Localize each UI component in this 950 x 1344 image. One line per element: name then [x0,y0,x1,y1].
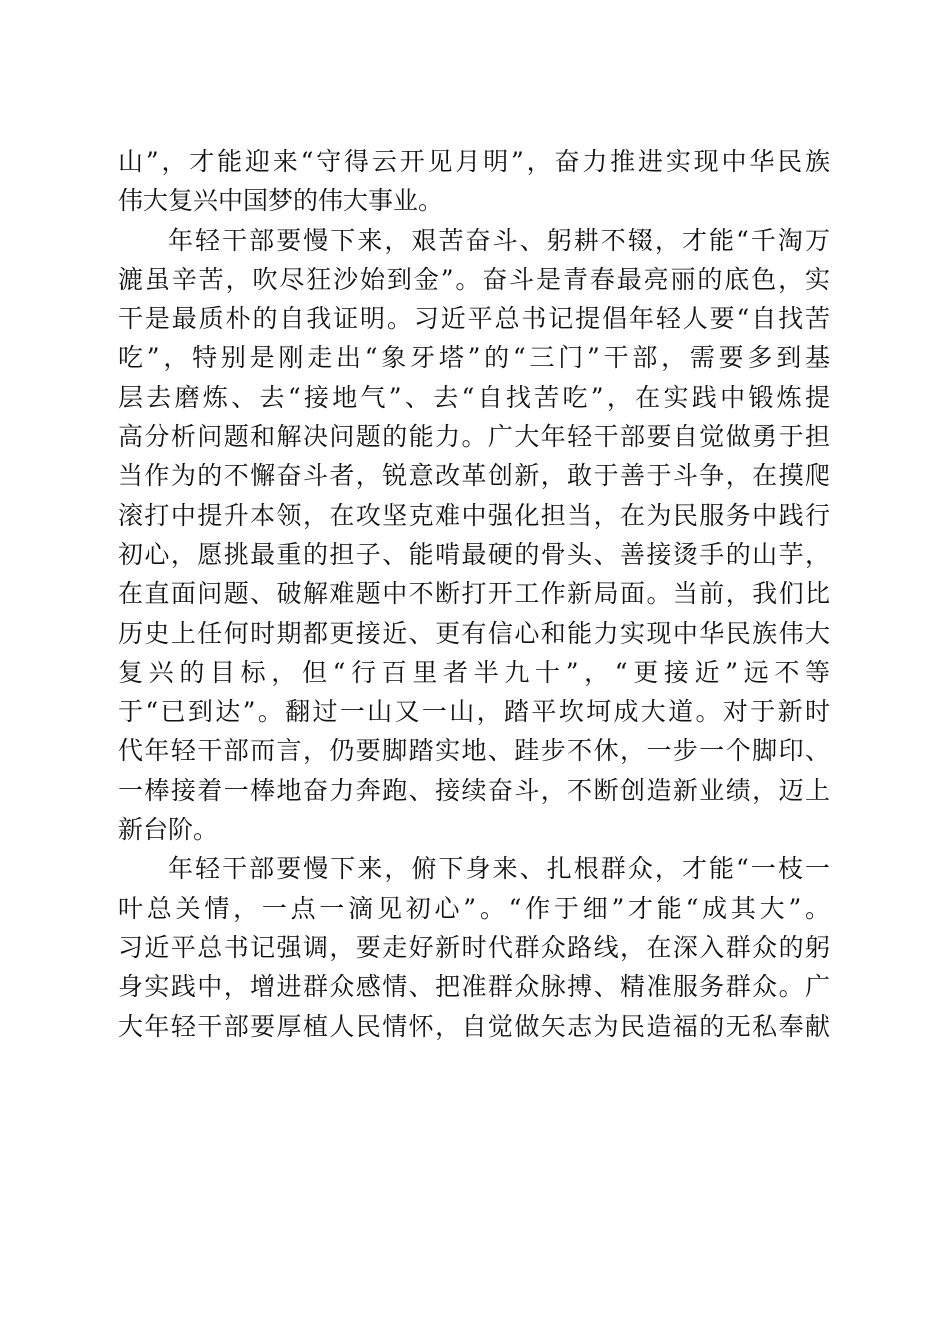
text-line: 复兴的目标，但“行百里者半九十”，“更接近”远不等 [118,657,830,687]
text-line: 高分析问题和解决问题的能力。广大年轻干部要自觉做勇于担 [118,422,830,452]
text-line: 在直面问题、破解难题中不断打开工作新局面。当前，我们比 [118,579,830,609]
paragraph-3 [118,849,830,1045]
text-line: 年轻干部要慢下来，俯下身来、扎根群众，才能“一枝一 [168,854,830,884]
text-line: 年轻干部要慢下来，艰苦奋斗、躬耕不辍，才能“千淘万 [168,225,830,255]
text-line: 吃”，特别是刚走出“象牙塔”的“三门”干部，需要多到基 [118,343,830,373]
text-line: 干是最质朴的自我证明。习近平总书记提倡年轻人要“自找苦 [118,304,830,334]
text-line: 新台阶。 [118,815,219,845]
text-line: 叶总关情，一点一滴见初心”。“作于细”才能“成其大”。 [118,893,830,923]
text-line: 历史上任何时期都更接近、更有信心和能力实现中华民族伟大 [118,618,830,648]
text-line: 代年轻干部而言，仍要脚踏实地、跬步不休，一步一个脚印、 [118,736,830,766]
text-line: 山”，才能迎来“守得云开见月明”，奋力推进实现中华民族 [118,147,830,176]
text-line: 滚打中提升本领，在攻坚克难中强化担当，在为民服务中践行 [118,500,830,530]
text-line: 初心，愿挑最重的担子、能啃最硬的骨头、善接烫手的山芋， [118,539,830,569]
text-line: 于“已到达”。翻过一山又一山，踏平坎坷成大道。对于新时 [118,697,830,727]
text-line: 习近平总书记强调，要走好新时代群众路线，在深入群众的躬 [118,932,830,962]
text-line: 一棒接着一棒地奋力奔跑、接续奋斗，不断创造新业绩，迈上 [118,775,830,805]
text-line: 层去磨炼、去“接地气”、去“自找苦吃”，在实践中锻炼提 [118,382,830,412]
paragraph-2 [118,221,830,850]
document-page [118,142,830,1046]
text-line: 当作为的不懈奋斗者，锐意改革创新，敢于善于斗争，在摸爬 [118,461,830,491]
text-line: 身实践中，增进群众感情、把准群众脉搏、精准服务群众。广 [118,972,830,1002]
paragraph-1 [118,142,830,221]
text-line: 漉虽辛苦，吹尽狂沙始到金”。奋斗是青春最亮丽的底色，实 [118,264,830,294]
text-line: 大年轻干部要厚植人民情怀，自觉做矢志为民造福的无私奉献 [118,1011,830,1041]
text-line: 伟大复兴中国梦的伟大事业。 [118,186,444,216]
